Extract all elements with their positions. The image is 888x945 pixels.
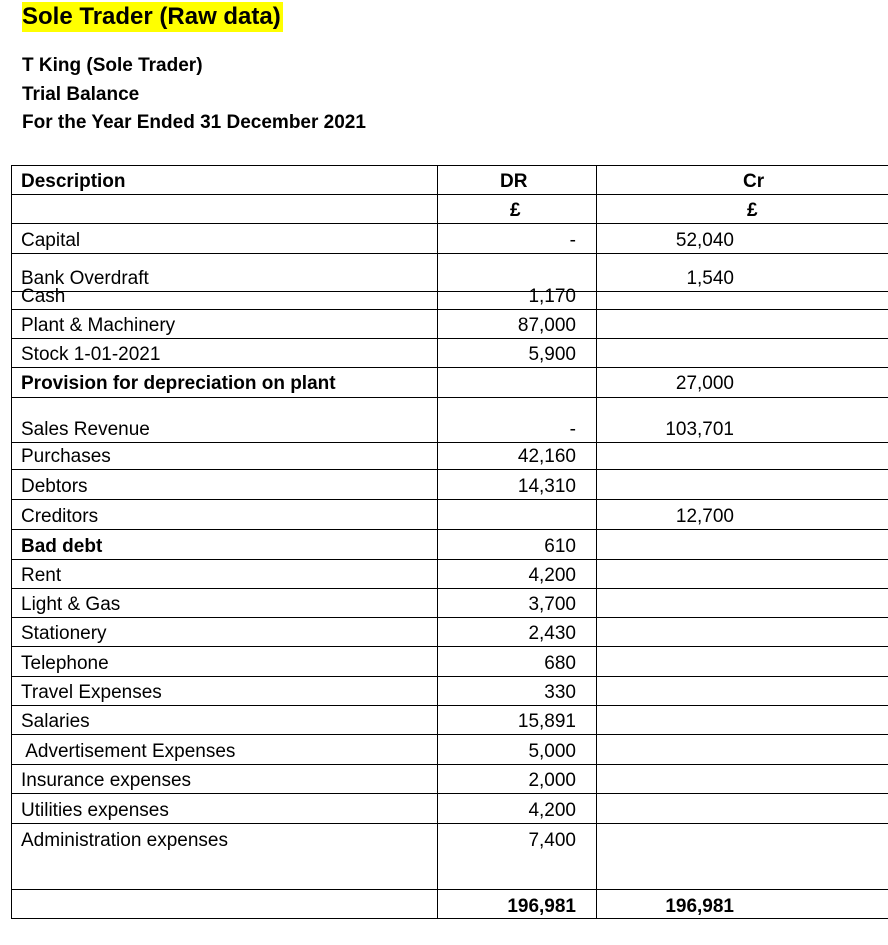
row-dr-amount: 330 xyxy=(544,682,576,703)
row-dr-amount: 2,000 xyxy=(528,770,576,791)
column-divider-dr xyxy=(437,165,438,919)
row-dr-amount: 4,200 xyxy=(528,565,576,586)
row-dr-amount: 1,170 xyxy=(528,286,576,307)
table-row xyxy=(11,588,888,618)
row-description: Sales Revenue xyxy=(21,419,150,440)
totals-row xyxy=(11,889,888,919)
table-row xyxy=(11,499,888,530)
row-dr-amount: 15,891 xyxy=(517,711,576,732)
table-row xyxy=(11,309,888,339)
row-cr-amount: 27,000 xyxy=(675,373,734,394)
table-row xyxy=(11,646,888,677)
table-row xyxy=(11,705,888,735)
row-cr-amount: 103,701 xyxy=(665,419,734,440)
table-row xyxy=(11,676,888,706)
row-description: Creditors xyxy=(21,506,99,527)
row-description: Plant & Machinery xyxy=(21,315,176,336)
row-description: Cash xyxy=(21,286,66,307)
row-description: Bad debt xyxy=(21,536,103,557)
row-dr-amount: 4,200 xyxy=(528,800,576,821)
row-description: Capital xyxy=(21,230,81,251)
table-row xyxy=(11,823,888,854)
row-description: Bank Overdraft xyxy=(21,268,149,289)
table-row xyxy=(11,529,888,560)
row-dr-amount: - xyxy=(569,419,576,440)
row-description: Advertisement Expenses xyxy=(21,741,236,762)
total-dr: 196,981 xyxy=(507,896,576,917)
column-divider-cr xyxy=(596,165,597,919)
row-dr-amount: - xyxy=(569,230,576,251)
table-row xyxy=(11,734,888,765)
column-header-cr: Cr xyxy=(743,171,765,192)
row-dr-amount: 2,430 xyxy=(528,623,576,644)
table-row xyxy=(11,338,888,368)
row-description: Provision for depreciation on plant xyxy=(21,373,336,394)
dr-currency-unit: £ xyxy=(510,200,521,221)
row-description: Stationery xyxy=(21,623,107,644)
row-description: Rent xyxy=(21,565,62,586)
row-dr-amount: 5,900 xyxy=(528,344,576,365)
company-name: T King (Sole Trader) xyxy=(22,55,203,76)
row-description: Stock 1-01-2021 xyxy=(21,344,161,365)
row-dr-amount: 5,000 xyxy=(528,741,576,762)
statement-title: Trial Balance xyxy=(22,84,140,105)
table-row xyxy=(11,617,888,647)
row-dr-amount: 42,160 xyxy=(517,446,576,467)
total-cr: 196,981 xyxy=(665,896,734,917)
document-title: Sole Trader (Raw data) xyxy=(22,3,281,30)
row-cr-amount: 52,040 xyxy=(675,230,734,251)
table-left-border xyxy=(11,165,12,919)
row-dr-amount: 680 xyxy=(544,653,576,674)
row-description: Insurance expenses xyxy=(21,770,192,791)
row-description: Debtors xyxy=(21,476,88,497)
row-description: Utilities expenses xyxy=(21,800,169,821)
column-header-description: Description xyxy=(21,171,126,192)
row-description: Administration expenses xyxy=(21,830,228,851)
table-row xyxy=(11,397,888,443)
table-unit-row xyxy=(11,194,888,224)
row-description: Travel Expenses xyxy=(21,682,162,703)
row-dr-amount: 3,700 xyxy=(528,594,576,615)
table-row xyxy=(11,253,888,292)
table-row xyxy=(11,286,888,310)
row-cr-amount: 12,700 xyxy=(675,506,734,527)
cr-currency-unit: £ xyxy=(747,200,758,221)
row-description: Salaries xyxy=(21,711,90,732)
table-row xyxy=(11,223,888,254)
table-row xyxy=(11,469,888,500)
table-row xyxy=(11,793,888,824)
statement-period: For the Year Ended 31 December 2021 xyxy=(22,112,366,133)
table-row xyxy=(11,764,888,794)
row-dr-amount: 87,000 xyxy=(517,315,576,336)
table-row xyxy=(11,559,888,589)
table-row xyxy=(11,442,888,470)
table-row xyxy=(11,367,888,398)
row-dr-amount: 610 xyxy=(544,536,576,557)
row-description: Purchases xyxy=(21,446,111,467)
row-cr-amount: 1,540 xyxy=(686,268,734,289)
table-bottom-border xyxy=(11,918,888,919)
table-header-row xyxy=(11,165,888,195)
row-dr-amount: 7,400 xyxy=(528,830,576,851)
column-header-dr: DR xyxy=(500,171,528,192)
row-description: Light & Gas xyxy=(21,594,121,615)
row-dr-amount: 14,310 xyxy=(517,476,576,497)
row-description: Telephone xyxy=(21,653,109,674)
